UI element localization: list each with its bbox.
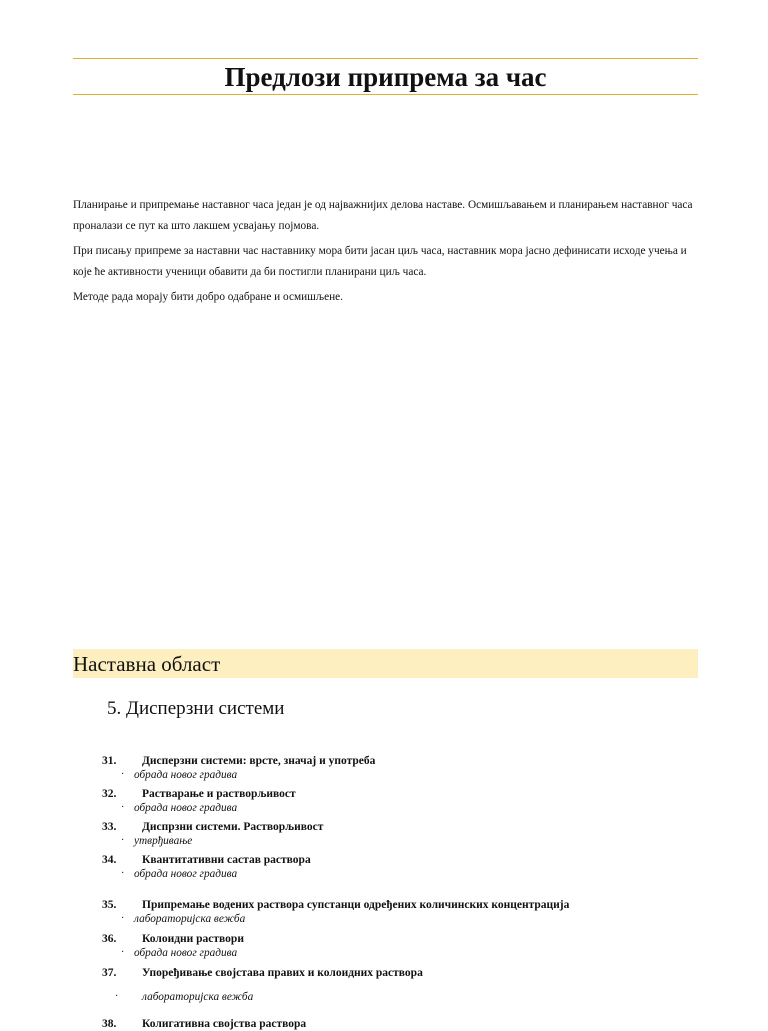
lesson-title: Растварање и растворљивост [142, 788, 296, 800]
lesson-type: обрада новог градива [134, 802, 238, 814]
lesson-number: 32. [102, 788, 117, 800]
intro-paragraph-1: Планирање и припремање наставног часа један је од најважнијих делова наставе. Осмишљавањем и планирањем наставног часа проналази се пут ка што лакшем усвајању појмова. [73, 199, 693, 232]
lesson-number: 35. [102, 899, 117, 911]
lesson-type: обрада новог градива [134, 868, 238, 880]
lesson-title: Диспрзни системи. Растворљивост [142, 821, 324, 833]
bullet-icon: · [121, 947, 125, 958]
lesson-type: обрада новог градива [134, 947, 238, 959]
bullet-icon: · [121, 769, 125, 780]
lesson-type: обрада новог градива [134, 769, 238, 781]
lesson-number: 34. [102, 854, 117, 866]
bullet-icon: · [121, 835, 125, 846]
lesson-number: 36. [102, 933, 117, 945]
lesson-number: 33. [102, 821, 117, 833]
lesson-type: лабораторијска вежба [142, 991, 254, 1003]
intro-paragraph-3: Методе рада морају бити добро одабране и осмишљене. [73, 291, 343, 303]
title-bottom-rule [73, 94, 698, 95]
lesson-title: Дисперзни системи: врсте, значај и употреба [142, 755, 376, 767]
lesson-title: Припремање водених раствора супстанци одређених количинских концентрација [142, 899, 570, 911]
bullet-icon: · [121, 802, 125, 813]
bullet-icon: · [121, 868, 125, 879]
bullet-icon: · [115, 991, 119, 1002]
title-top-rule [73, 58, 698, 59]
bullet-icon: · [121, 913, 125, 924]
lesson-title: Колигативна својства раствора [142, 1018, 307, 1030]
lesson-number: 38. [102, 1018, 117, 1030]
lesson-title: Упоређивање својстава правих и колоидних раствора [142, 967, 423, 979]
lesson-title: Квантитативни састав раствора [142, 854, 311, 866]
lesson-type: лабораторијска вежба [134, 913, 246, 925]
intro-paragraph-2: При писању припреме за наставни час наставнику мора бити јасан циљ часа, наставник мора јасно дефинисати исходе учења и које ће активности ученици обавити да би постигли планирани циљ часа. [73, 245, 687, 278]
page-title: Предлози припрема за час [224, 62, 547, 92]
lesson-title: Колоидни раствори [142, 933, 244, 945]
lesson-number: 31. [102, 755, 117, 767]
lesson-number: 37. [102, 967, 117, 979]
lesson-type: утврђивање [134, 835, 193, 847]
section-title: Наставна област [73, 652, 221, 676]
section-subtitle: 5. Дисперзни системи [107, 698, 285, 719]
